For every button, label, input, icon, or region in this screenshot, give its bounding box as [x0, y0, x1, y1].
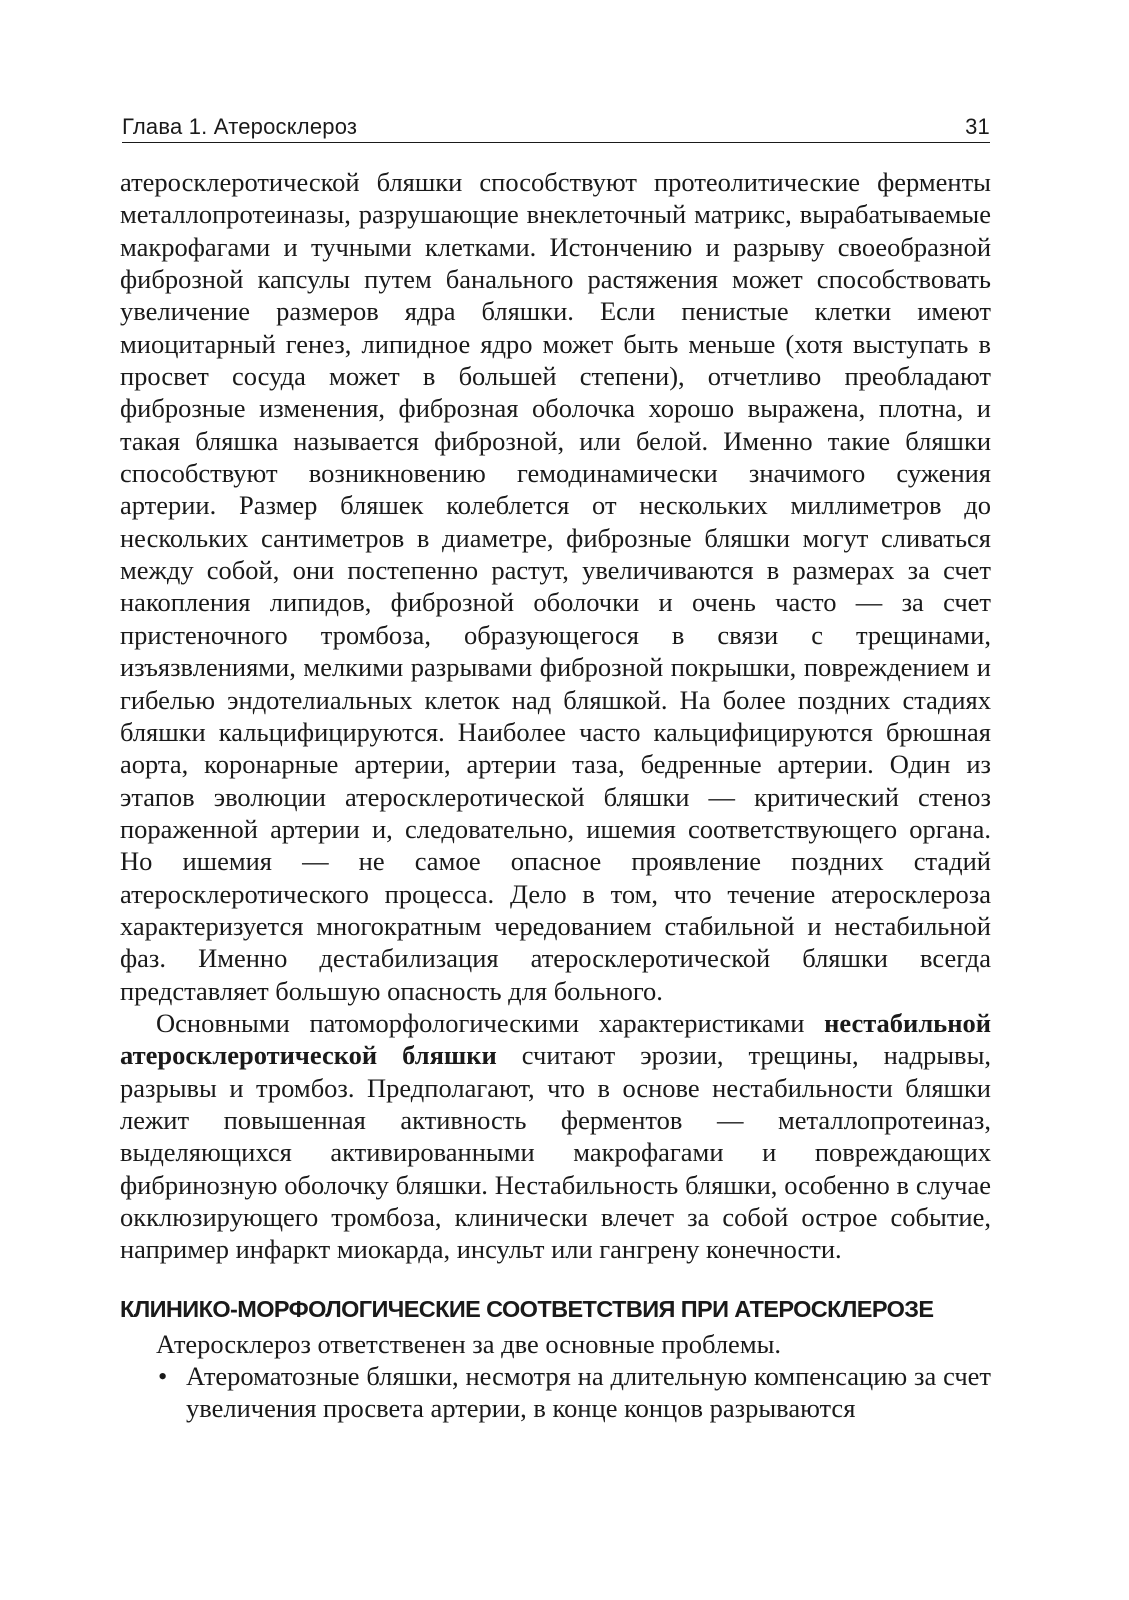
bullet-list — [120, 1360, 991, 1425]
chapter-title: Глава 1. Атеросклероз — [122, 114, 358, 139]
bold-term: нестабильной атеросклеротической бляшки — [120, 1007, 991, 1071]
running-head — [122, 108, 990, 143]
paragraph-lead-text: Основными патоморфологическими характеристиками — [156, 1007, 825, 1038]
paragraph-continued: атеросклеротической бляшки способствуют протеолитические ферменты металлопротеиназы, разрушающие внеклеточный матрикс, вырабатываемые макрофагами и тучными клетками. Истончению и разрыву своеобразной фиброзной капсулы путем банального растяжения может способствовать увеличение размеров ядра бляшки. Если пенистые клетки имеют миоцитарный генез, липидное ядро может быть меньше (хотя выступать в просвет сосуда может в большей степени), отчетливо преобладают фиброзные изменения, фиброзная оболочка хорошо выражена, плотна, и такая бляшка называется фиброзной, или белой. Именно такие бляшки способствуют возникновению гемодинамически значимого сужения артерии. Размер бляшек колеблется от нескольких миллиметров до нескольких сантиметров в диаметре, фиброзные бляшки могут сливаться между собой, они постепенно растут, увеличиваются в размерах за счет накопления липидов, фиброзной оболочки и очень часто — за счет пристеночного тромбоза, образующегося в связи с трещинами, изъязвлениями, мелкими разрывами фиброзной покрышки, повреждением и гибелью эндотелиальных клеток над бляшкой. На более поздних стадиях бляшки кальцифицируются. Наиболее часто кальцифицируются брюшная аорта, коронарные артерии, артерии таза, бедренные артерии. Один из этапов эволюции атеросклеротической бляшки — критический стеноз пораженной артерии и, следовательно, ишемия соответствующего органа. Но ишемия — не самое опасное проявление поздних стадий атеросклеротического процесса. Дело в том, что течение атеросклероза характеризуется многократным чередованием стабильной и нестабильной фаз. Именно дестабилизация атеросклеротической бляшки всегда представляет большую опасность для больного. — [120, 167, 991, 1006]
paragraph-unstable-plaque — [120, 1007, 991, 1266]
section-heading: КЛИНИКО-МОРФОЛОГИЧЕСКИЕ СООТВЕТСТВИЯ ПРИ АТЕРОСКЛЕРОЗЕ — [120, 1295, 934, 1322]
bullet-marker: • — [158, 1361, 168, 1392]
paragraph-rest-text: считают эрозии, трещины, надрывы, разрывы и тромбоз. Предполагают, что в основе нестабильности бляшки лежит повышенная активность ферментов — металлопротеиназ, выделяющихся активированными макрофагами и повреждающих фибринозную оболочку бляшки. Нестабильность бляшки, особенно в случае окклюзирующего тромбоза, клинически влечет за собой острое событие, например инфаркт миокарда, инсульт или гангрену конечности. — [120, 1040, 991, 1265]
body-text — [120, 166, 991, 1425]
list-item — [120, 1360, 991, 1425]
list-item-text: Атероматозные бляшки, несмотря на длительную компенсацию за счет увеличения просвета артерии, в конце концов разрываются — [186, 1361, 991, 1424]
paragraph-intro: Атеросклероз ответственен за две основные проблемы. — [156, 1328, 782, 1359]
page-number: 31 — [965, 114, 990, 139]
